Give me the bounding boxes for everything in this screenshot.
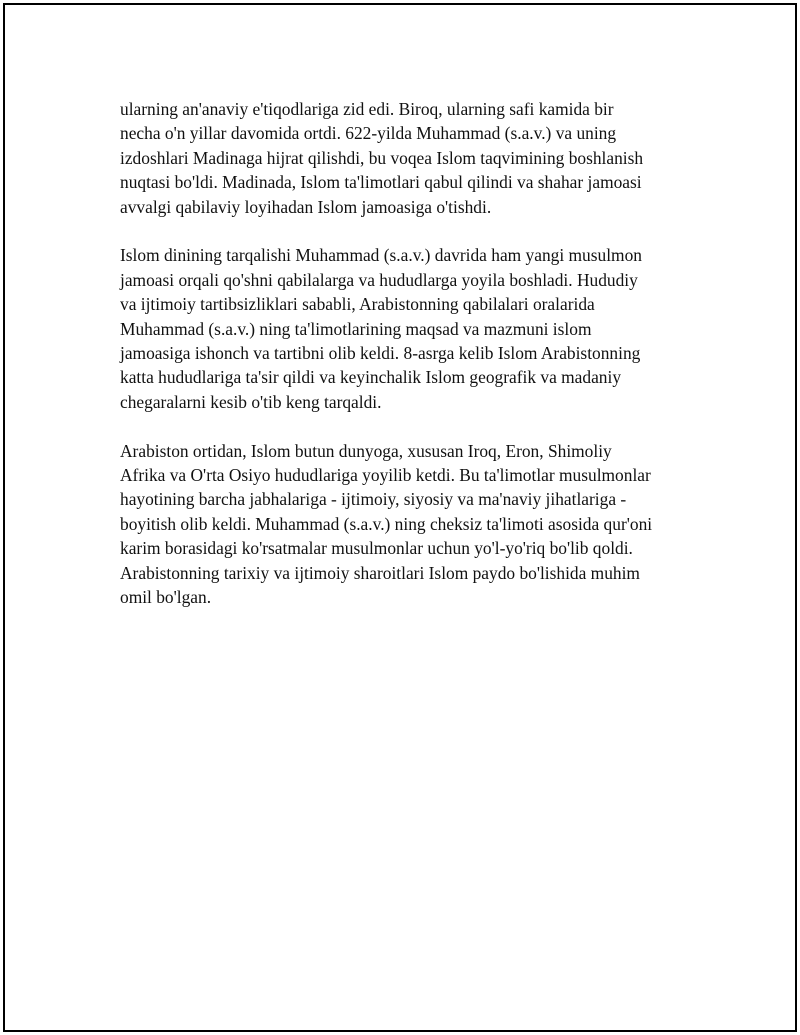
text-line: hayotining barcha jabhalariga - ijtimoiy, siyosiy va ma'naviy jihatlariga - [120,489,627,510]
paragraph-1 [120,97,700,219]
text-line: izdoshlari Madinaga hijrat qilishdi, bu voqea Islom taqvimining boshlanish [120,147,644,168]
text-line: necha o'n yillar davomida ortdi. 622-yilda Muhammad (s.a.v.) va uning [120,123,617,144]
text-line: va ijtimoiy tartibsizliklari sababli, Arabistonning qabilalari oralarida [120,294,595,315]
paragraph-2 [120,243,700,414]
text-line: Arabistonning tarixiy va ijtimoiy sharoitlari Islom paydo bo'lishida muhim [120,562,640,583]
document-body [120,97,700,634]
text-line: ularning an'anaviy e'tiqodlariga zid edi. Biroq, ularning safi kamida bir [120,99,614,119]
text-line: Afrika va O'rta Osiyo hududlariga yoyilib ketdi. Bu ta'limotlar musulmonlar [120,465,651,486]
text-line: Islom dinining tarqalishi Muhammad (s.a.v.) davrida ham yangi musulmon [120,245,642,266]
text-line: jamoasiga ishonch va tartibni olib keldi. 8-asrga kelib Islom Arabistonning [120,343,641,364]
text-line: omil bo'lgan. [120,587,212,608]
text-line: nuqtasi bo'ldi. Madinada, Islom ta'limotlari qabul qilindi va shahar jamoasi [120,172,642,193]
text-line: Arabiston ortidan, Islom butun dunyoga, xususan Iroq, Eron, Shimoliy [120,440,612,461]
paragraph-3 [120,439,700,610]
page-frame [3,3,797,1032]
text-line: boyitish olib keldi. Muhammad (s.a.v.) ning cheksiz ta'limoti asosida qur'oni [120,513,653,534]
text-line: avvalgi qabilaviy loyihadan Islom jamoasiga o'tishdi. [120,196,492,217]
text-line: Muhammad (s.a.v.) ning ta'limotlarining maqsad va mazmuni islom [120,318,592,339]
text-line: chegaralarni kesib o'tib keng tarqaldi. [120,391,382,412]
text-line: karim borasidagi ko'rsatmalar musulmonlar uchun yo'l-yo'riq bo'lib qoldi. [120,538,633,559]
text-line: katta hududlariga ta'sir qildi va keyinchalik Islom geografik va madaniy [120,367,622,388]
text-line: jamoasi orqali qo'shni qabilalarga va hududlarga yoyila boshladi. Hududiy [120,269,638,290]
